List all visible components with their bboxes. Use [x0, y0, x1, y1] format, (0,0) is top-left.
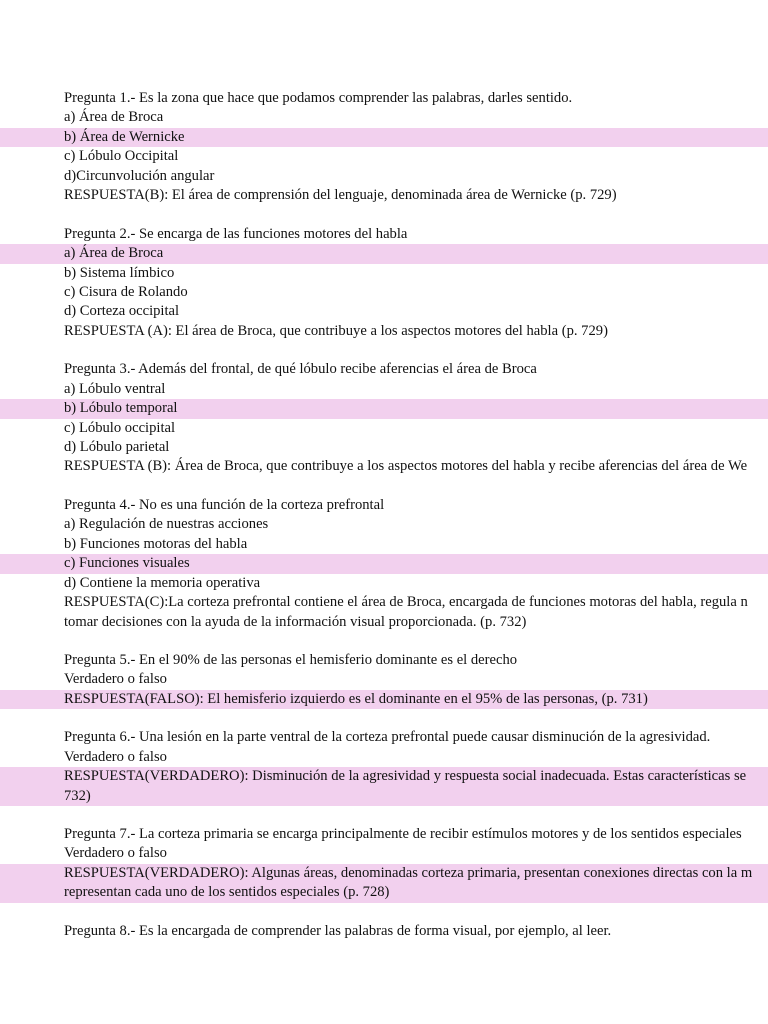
answer — [0, 322, 768, 341]
option: d) Corteza occipital — [64, 303, 180, 320]
spacer — [0, 206, 768, 225]
spacer — [0, 341, 768, 360]
option-correct: b) Lóbulo temporal — [0, 399, 768, 418]
question-prompt: Pregunta 6.- Una lesión en la parte ventral de la corteza prefrontal puede causar disminución de la agresividad. — [64, 729, 711, 746]
question-prompt: Pregunta 3.- Además del frontal, de qué lóbulo recibe aferencias el área de Broca — [64, 361, 537, 378]
answer-text: RESPUESTA (B): Área de Broca, que contribuye a los aspectos motores del habla y recibe aferencias del área de We — [64, 458, 748, 475]
spacer — [0, 632, 768, 651]
document-body — [0, 89, 768, 941]
question-block — [0, 651, 768, 709]
answer — [0, 593, 768, 632]
option: b) Sistema límbico — [64, 264, 175, 281]
answer — [0, 186, 768, 205]
spacer — [0, 806, 768, 825]
answer-text-continued: tomar decisiones con la ayuda de la información visual proporcionada. (p. 732) — [64, 613, 527, 630]
answer-text: RESPUESTA(FALSO): El hemisferio izquierdo es el dominante en el 95% de las personas, (p. 731) — [64, 690, 648, 707]
question-prompt: Pregunta 4.- No es una función de la corteza prefrontal — [64, 496, 385, 513]
option: d)Circunvolución angular — [64, 167, 215, 184]
answer-text-continued: 732) — [64, 787, 91, 804]
question-prompt: Pregunta 5.- En el 90% de las personas el hemisferio dominante es el derecho — [64, 651, 518, 668]
question-prompt: Pregunta 8.- Es la encargada de comprender las palabras de forma visual, por ejemplo, al leer. — [64, 922, 612, 939]
option: Verdadero o falso — [64, 845, 167, 862]
option: Verdadero o falso — [64, 671, 167, 688]
option: d) Lóbulo parietal — [64, 439, 170, 455]
answer — [0, 767, 768, 806]
option-correct: b) Área de Wernicke — [0, 128, 768, 147]
option: d) Contiene la memoria operativa — [64, 574, 261, 591]
option-correct: c) Funciones visuales — [0, 554, 768, 573]
option: b) Funciones motoras del habla — [64, 535, 248, 552]
option: c) Lóbulo occipital — [64, 419, 176, 436]
spacer — [0, 903, 768, 922]
answer-text: RESPUESTA(C):La corteza prefrontal contiene el área de Broca, encargada de funciones motoras del habla, regula n — [64, 594, 748, 611]
question-block — [0, 225, 768, 342]
answer-text-continued: representan cada uno de los sentidos especiales (p. 728) — [64, 884, 390, 901]
question-block — [0, 825, 768, 903]
option: c) Cisura de Rolando — [64, 283, 188, 300]
question-prompt: Pregunta 7.- La corteza primaria se encarga principalmente de recibir estímulos motores y de los sentidos especiales — [64, 826, 742, 842]
question-prompt: Pregunta 2.- Se encarga de las funciones motores del habla — [64, 225, 408, 242]
question-block — [0, 728, 768, 806]
spacer — [0, 709, 768, 728]
answer — [0, 690, 768, 709]
question-block — [0, 360, 768, 477]
option: c) Lóbulo Occipital — [64, 148, 179, 165]
question-prompt: Pregunta 1.- Es la zona que hace que podamos comprender las palabras, darles sentido. — [64, 90, 573, 106]
option: a) Lóbulo ventral — [64, 380, 166, 397]
option: a) Área de Broca — [64, 109, 164, 126]
option-correct: a) Área de Broca — [0, 244, 768, 263]
answer-text: RESPUESTA(VERDADERO): Algunas áreas, denominadas corteza primaria, presentan conexiones directas con la m — [64, 864, 753, 881]
option: a) Regulación de nuestras acciones — [64, 516, 269, 533]
answer-text: RESPUESTA(VERDADERO): Disminución de la agresividad y respuesta social inadecuada. Estas características se — [64, 768, 747, 785]
answer — [0, 864, 768, 903]
question-block — [0, 496, 768, 632]
answer-text: RESPUESTA(B): El área de comprensión del lenguaje, denominada área de Wernicke (p. 729) — [64, 187, 617, 204]
question-block — [0, 89, 768, 206]
spacer — [0, 477, 768, 496]
question-block — [0, 922, 768, 941]
answer — [0, 457, 768, 476]
option: Verdadero o falso — [64, 748, 167, 765]
answer-text: RESPUESTA (A): El área de Broca, que contribuye a los aspectos motores del habla (p. 729) — [64, 322, 608, 339]
